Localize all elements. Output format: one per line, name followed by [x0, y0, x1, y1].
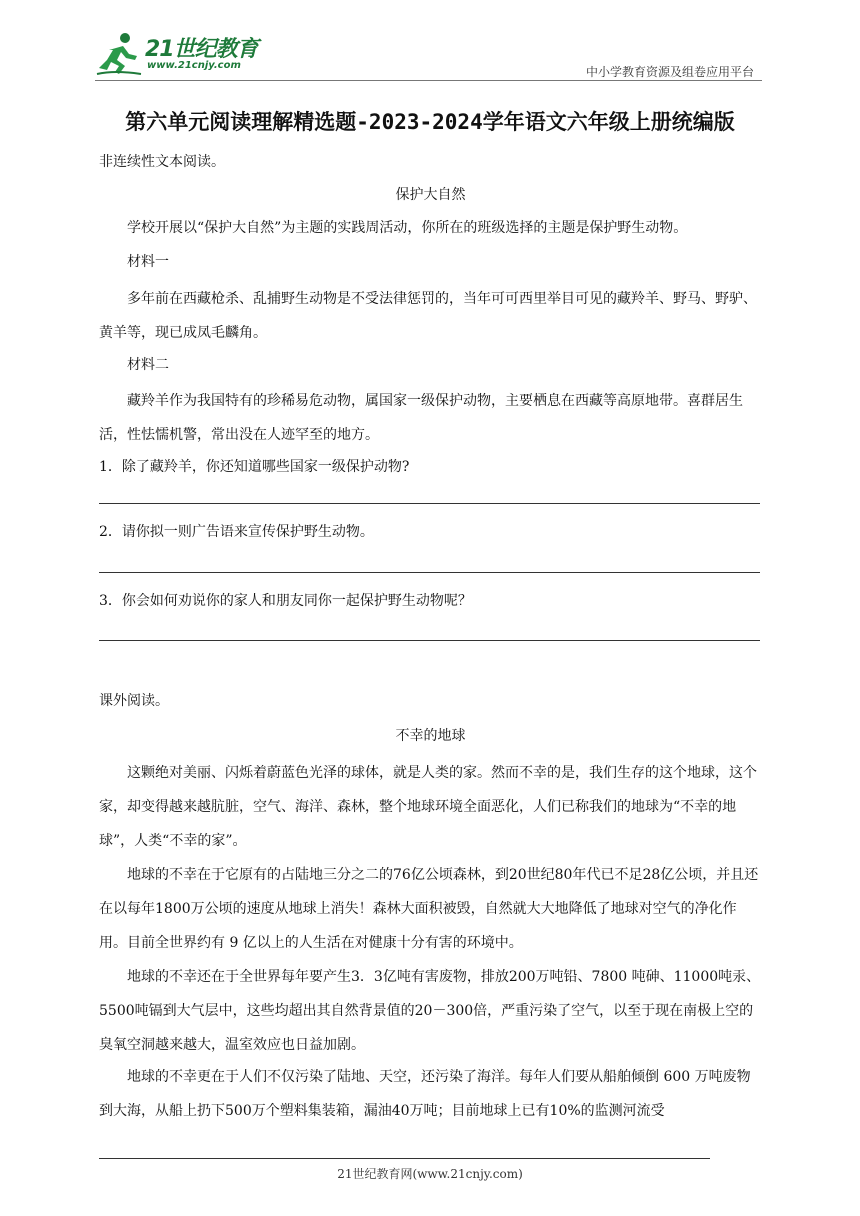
- page-title: 第六单元阅读理解精选题-2023-2024学年语文六年级上册统编版: [125, 110, 735, 134]
- answer-line-3[interactable]: [99, 640, 760, 641]
- section2-heading: 不幸的地球: [395, 728, 466, 744]
- material1-text: 多年前在西藏枪杀、乱捕野生动物是不受法律惩罚的，当年可可西里举目可见的藏羚羊、野马、野驴、黄羊等，现已成凤毛麟角。: [99, 291, 757, 341]
- footer-text: 21世纪教育网(www.21cnjy.com): [337, 1167, 523, 1181]
- section2-para4: 地球的不幸更在于人们不仅污染了陆地、天空，还污染了海洋。每年人们要从船舶倾倒 600 万吨废物到大海，从船上扔下500万个塑料集装箱，漏油40万吨；目前地球上已有10%的监测河流受: [99, 1069, 751, 1119]
- logo-url: www.21cnjy.com: [147, 60, 241, 71]
- material2-text: 藏羚羊作为我国特有的珍稀易危动物，属国家一级保护动物，主要栖息在西藏等高原地带。喜群居生活，性怯懦机警，常出没在人迹罕至的地方。: [99, 393, 743, 443]
- logo-text: 21世纪教育: [145, 37, 258, 62]
- runner-logo-icon: [95, 30, 143, 78]
- material1-label: 材料一: [127, 254, 169, 270]
- section1-para1: 学校开展以“保护大自然”为主题的实践周活动，你所在的班级选择的主题是保护野生动物。: [127, 220, 688, 236]
- section1-heading: 保护大自然: [395, 187, 466, 203]
- question-2: 2．请你拟一则广告语来宣传保护野生动物。: [99, 524, 374, 540]
- section2-para3: 地球的不幸还在于全世界每年要产生3．3亿吨有害废物，排放200万吨铅、7800 吨砷、11000吨汞、5500吨镉到大气层中，这些均超出其自然背景值的20－300倍，严重污染了空气，以至于现在南极上空的臭氧空洞越来越大，温室效应也日益加剧。: [99, 969, 761, 1053]
- header-platform-name: 中小学教育资源及组卷应用平台: [585, 65, 754, 79]
- section2-para2: 地球的不幸在于它原有的占陆地三分之二的76亿公顷森林，到20世纪80年代已不足28亿公顷，并且还在以每年1800万公顷的速度从地球上消失！森林大面积被毁，自然就大大地降低了地球对空气的净化作用。目前全世界约有 9 亿以上的人生活在对健康十分有害的环境中。: [99, 867, 759, 951]
- question-3: 3．你会如何劝说你的家人和朋友同你一起保护野生动物呢？: [99, 593, 472, 609]
- question-1: 1．除了藏羚羊，你还知道哪些国家一级保护动物?: [99, 459, 410, 475]
- answer-line-2[interactable]: [99, 572, 760, 573]
- answer-line-1[interactable]: [99, 503, 760, 504]
- site-logo: [95, 30, 260, 80]
- material2-label: 材料二: [127, 357, 169, 373]
- header-divider: [95, 80, 762, 81]
- section2-intro: 课外阅读。: [99, 693, 169, 709]
- section1-intro: 非连续性文本阅读。: [99, 154, 225, 170]
- footer-divider: [99, 1158, 710, 1159]
- section2-para1: 这颗绝对美丽、闪烁着蔚蓝色光泽的球体，就是人类的家。然而不幸的是，我们生存的这个地球，这个家，却变得越来越肮脏，空气、海洋、森林，整个地球环境全面恶化，人们已称我们的地球为“不幸的地球”，人类“不幸的家”。: [99, 765, 757, 849]
